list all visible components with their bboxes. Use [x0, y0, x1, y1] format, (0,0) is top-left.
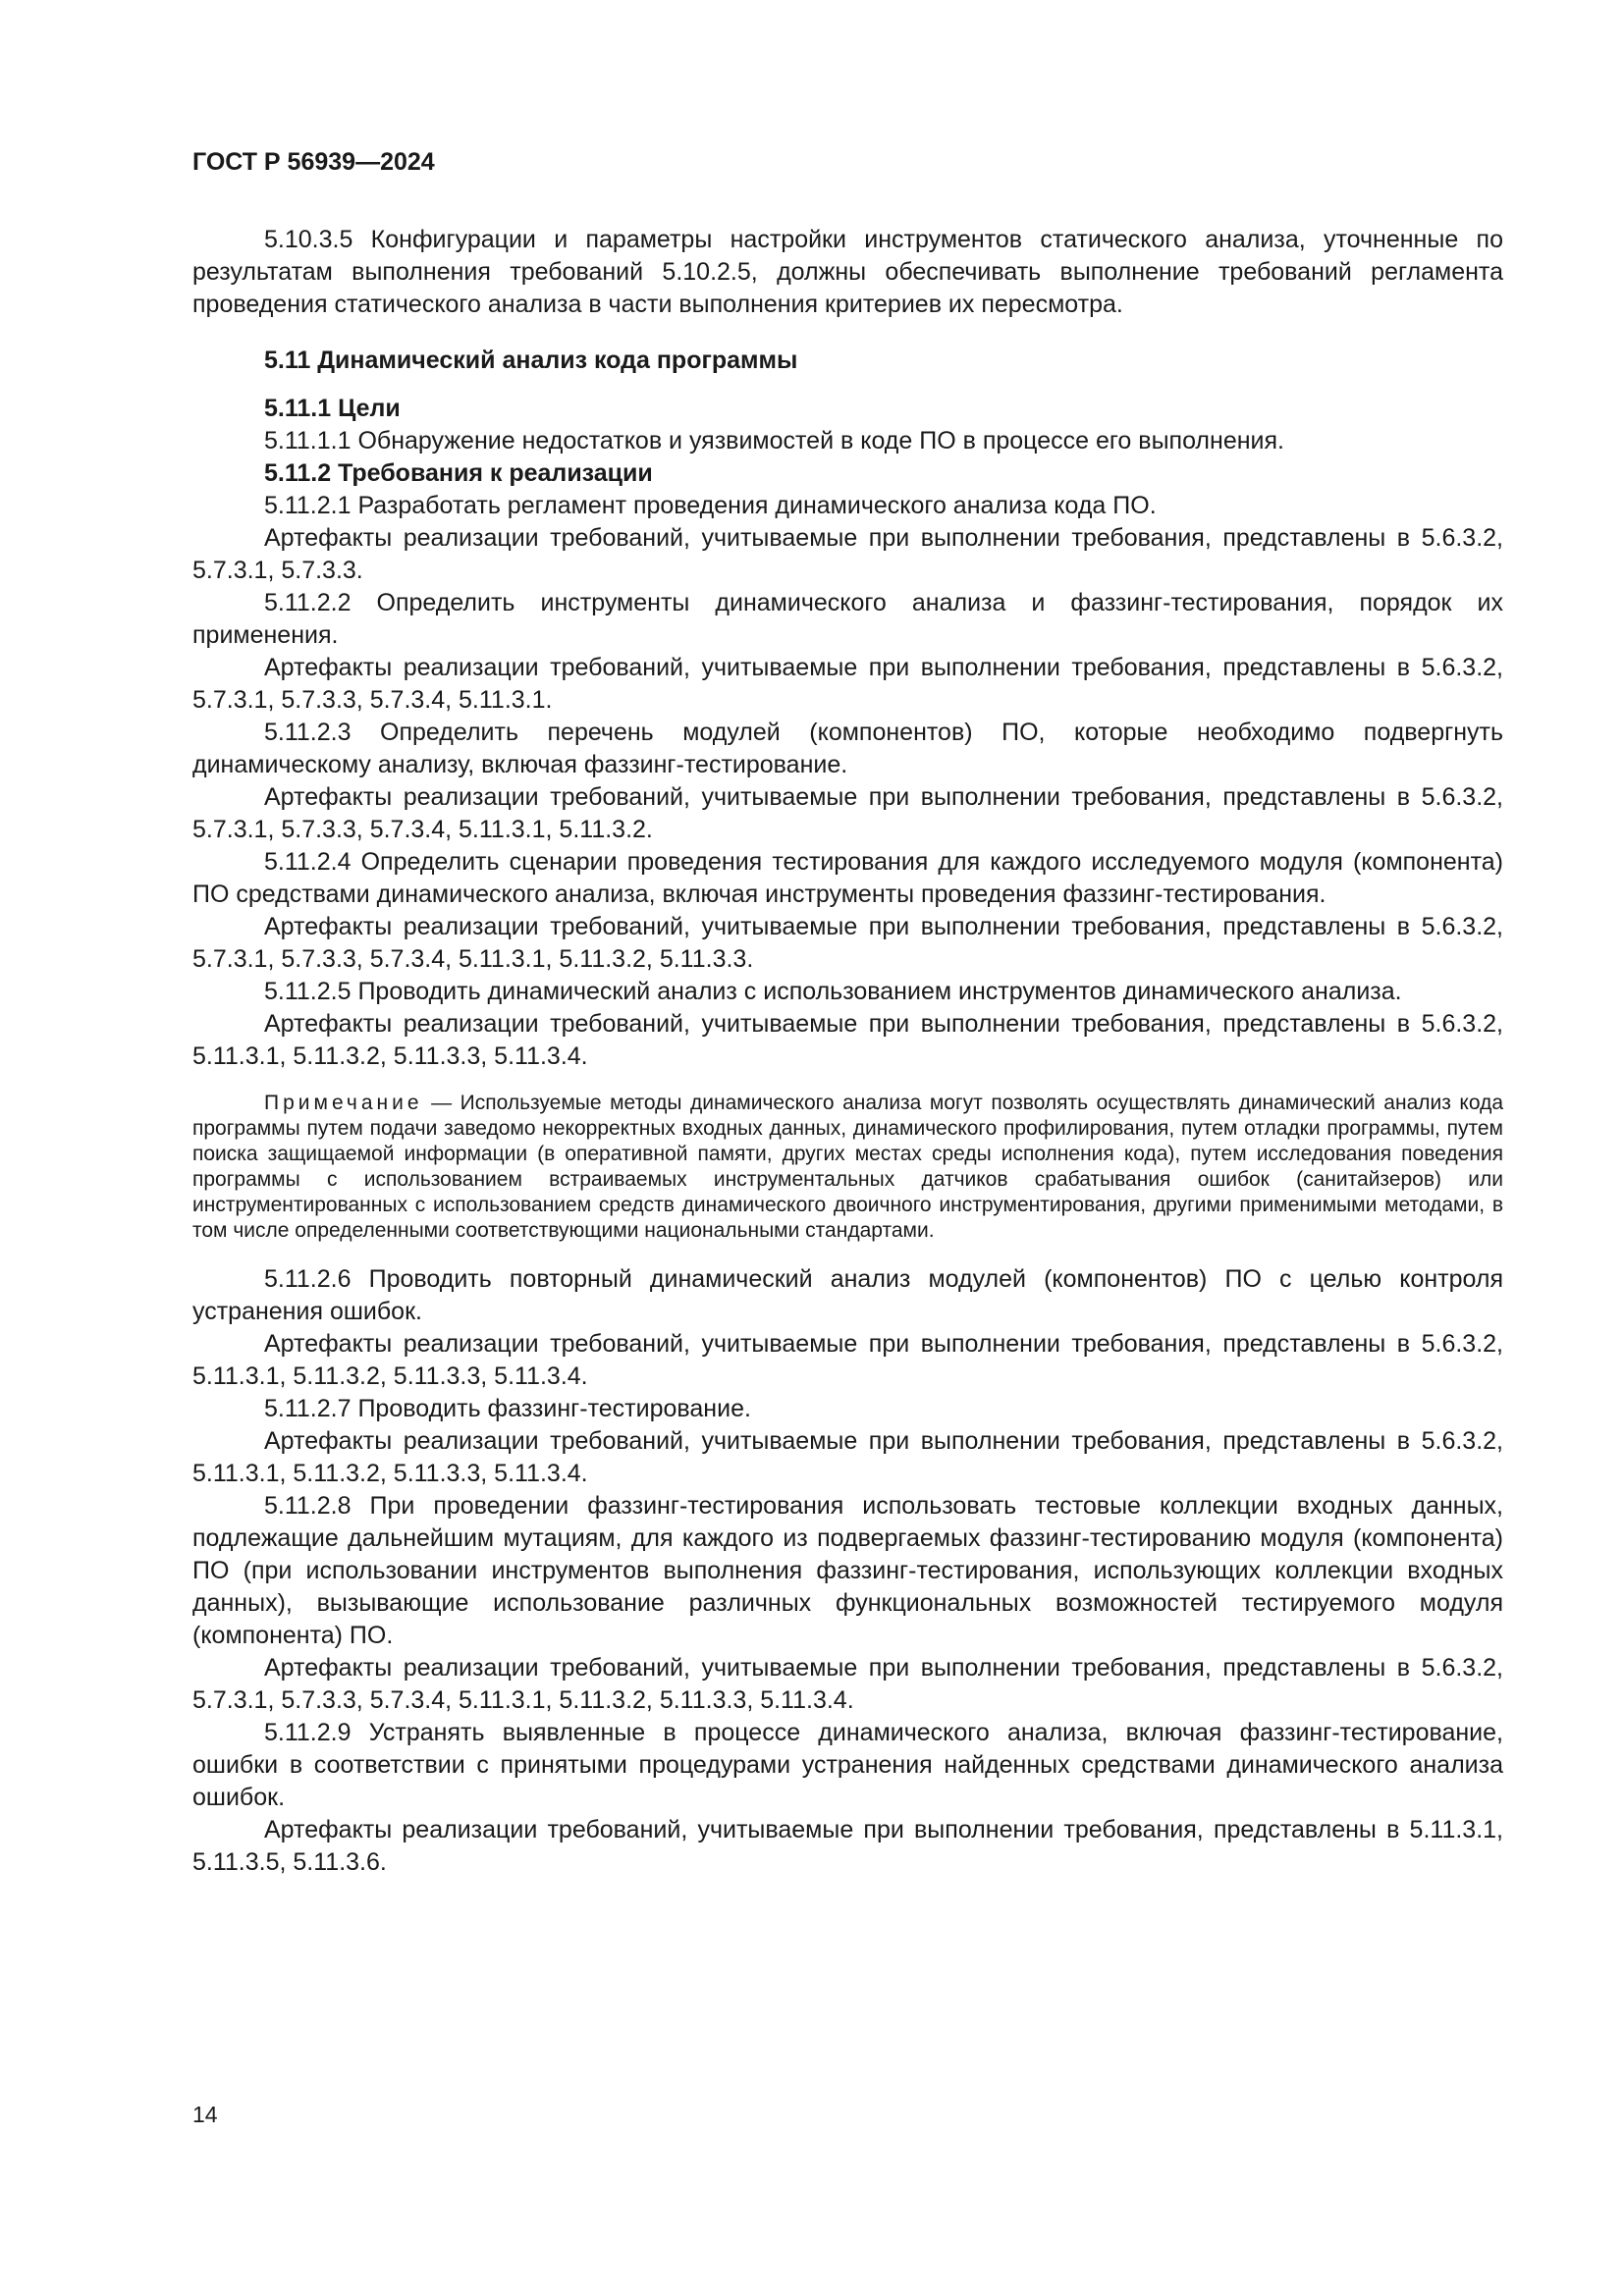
paragraph: 5.11.2.5 Проводить динамический анализ с использованием инструментов динамического анализа.: [264, 978, 1402, 1005]
note: [192, 1091, 1503, 1244]
paragraph: 5.11.2.3 Определить перечень модулей (компонентов) ПО, которые необходимо подвергнуть динамическому анализу, включая фаззинг-тестирование.: [192, 719, 1503, 778]
paragraph: Артефакты реализации требований, учитываемые при выполнении требования, представлены в 5.6.3.2, 5.7.3.1, 5.7.3.3, 5.7.3.4, 5.11.3.1, 5.11.3.2.: [192, 783, 1503, 843]
paragraph: Артефакты реализации требований, учитываемые при выполнении требования, представлены в 5.6.3.2, 5.7.3.1, 5.7.3.3, 5.7.3.4, 5.11.3.1, 5.11.3.2, 5.11.3.3, 5.11.3.4.: [192, 1654, 1503, 1714]
paragraph: 5.11.2.1 Разработать регламент проведения динамического анализа кода ПО.: [264, 492, 1157, 519]
paragraph: Артефакты реализации требований, учитываемые при выполнении требования, представлены в 5.6.3.2, 5.7.3.1, 5.7.3.3.: [192, 524, 1503, 584]
paragraph: Артефакты реализации требований, учитываемые при выполнении требования, представлены в 5.6.3.2, 5.11.3.1, 5.11.3.2, 5.11.3.3, 5.11.3.4.: [192, 1330, 1503, 1390]
document-page: [192, 147, 1503, 1879]
paragraph: 5.11.2.9 Устранять выявленные в процессе динамического анализа, включая фаззинг-тестирование, ошибки в соответствии с принятыми процедурами устранения найденных средствами динамического анализа ошибок.: [192, 1719, 1503, 1811]
note-label: Примечание: [264, 1092, 423, 1114]
subsection-heading: 5.11.1 Цели: [264, 395, 401, 422]
subsection-heading: 5.11.2 Требования к реализации: [264, 459, 653, 487]
page-number: 14: [192, 2102, 218, 2127]
paragraph: 5.10.3.5 Конфигурации и параметры настройки инструментов статического анализа, уточненные по результатам выполнения требований 5.10.2.5, должны обеспечивать выполнение требований регламента проведения статического анализа в части выполнения критериев их пересмотра.: [192, 226, 1503, 318]
note-text: — Используемые методы динамического анализа могут позволять осуществлять динамический анализ кода программы путем подачи заведомо некорректных входных данных, динамического профилирования, путем отладки программы, путем поиска защищаемой информации (в оперативной памяти, других местах среды исполнения кода), путем исследования поведения программы с использованием встраиваемых инструментальных датчиков срабатывания ошибок (санитайзеров) или инструментированных с использованием средств динамического двоичного инструментирования, другими применимыми методами, в том числе определенными соответствующими национальными стандартами.: [192, 1092, 1503, 1242]
paragraph: Артефакты реализации требований, учитываемые при выполнении требования, представлены в 5.6.3.2, 5.7.3.1, 5.7.3.3, 5.7.3.4, 5.11.3.1.: [192, 654, 1503, 714]
paragraph: Артефакты реализации требований, учитываемые при выполнении требования, представлены в 5.11.3.1, 5.11.3.5, 5.11.3.6.: [192, 1816, 1503, 1876]
paragraph: Артефакты реализации требований, учитываемые при выполнении требования, представлены в 5.6.3.2, 5.11.3.1, 5.11.3.2, 5.11.3.3, 5.11.3.4.: [192, 1427, 1503, 1487]
paragraph: 5.11.2.6 Проводить повторный динамический анализ модулей (компонентов) ПО с целью контроля устранения ошибок.: [192, 1265, 1503, 1325]
paragraph: 5.11.2.7 Проводить фаззинг-тестирование.: [264, 1395, 751, 1422]
paragraph: Артефакты реализации требований, учитываемые при выполнении требования, представлены в 5.6.3.2, 5.7.3.1, 5.7.3.3, 5.7.3.4, 5.11.3.1, 5.11.3.2, 5.11.3.3.: [192, 913, 1503, 973]
paragraph: 5.11.2.4 Определить сценарии проведения тестирования для каждого исследуемого модуля (компонента) ПО средствами динамического анализа, включая инструменты проведения фаззинг-тестирования.: [192, 848, 1503, 908]
paragraph: 5.11.2.8 При проведении фаззинг-тестирования использовать тестовые коллекции входных данных, подлежащие дальнейшим мутациям, для каждого из подвергаемых фаззинг-тестированию модуля (компонента) ПО (при использовании инструментов выполнения фаззинг-тестирования, использующих коллекции входных данных), вызывающие использование различных функциональных возможностей тестируемого модуля (компонента) ПО.: [192, 1492, 1503, 1649]
section-heading: 5.11 Динамический анализ кода программы: [264, 347, 798, 374]
document-id-header: ГОСТ Р 56939—2024: [192, 148, 435, 176]
paragraph: Артефакты реализации требований, учитываемые при выполнении требования, представлены в 5.6.3.2, 5.11.3.1, 5.11.3.2, 5.11.3.3, 5.11.3.4.: [192, 1010, 1503, 1070]
paragraph: 5.11.2.2 Определить инструменты динамического анализа и фаззинг-тестирования, порядок их применения.: [192, 589, 1503, 649]
paragraph: 5.11.1.1 Обнаружение недостатков и уязвимостей в коде ПО в процессе его выполнения.: [264, 427, 1284, 454]
